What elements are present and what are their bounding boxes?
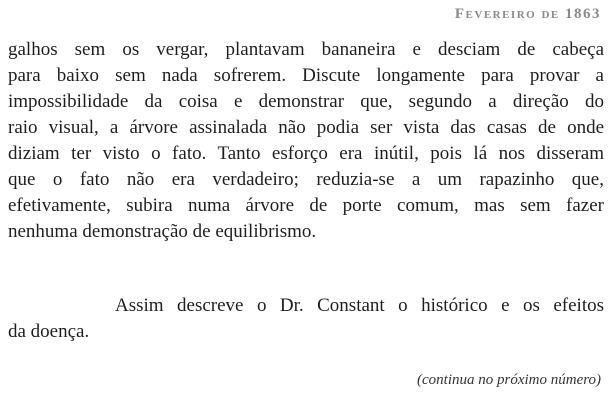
- text-line: raio visual, a árvore assinalada não podia ser vista das casas de onde: [8, 117, 604, 138]
- paragraph-1: [8, 37, 604, 245]
- text-line: galhos sem os vergar, plantavam bananeira e desciam de cabeça: [8, 39, 604, 60]
- text-line: Assim descreve o Dr. Constant o histórico e os efeitos: [115, 295, 604, 316]
- text-line: que o fato não era verdadeiro; reduzia-se a um rapazinho que,: [8, 169, 604, 190]
- continued-note: (continua no próximo número): [417, 372, 601, 388]
- text-line: diziam ter visto o fato. Tanto esforço era inútil, pois lá nos disseram: [8, 143, 604, 164]
- running-head: Fevereiro de 1863: [454, 6, 601, 22]
- paragraph-2: [8, 293, 604, 345]
- text-line: efetivamente, subira numa árvore de porte comum, mas sem fazer: [8, 195, 604, 216]
- text-line: impossibilidade da coisa e demonstrar que, segundo a direção do: [8, 91, 604, 112]
- text-line: para baixo sem nada sofrerem. Discute longamente para provar a: [8, 65, 604, 86]
- text-line: da doença.: [8, 321, 90, 342]
- text-line: nenhuma demonstração de equilibrismo.: [8, 221, 317, 242]
